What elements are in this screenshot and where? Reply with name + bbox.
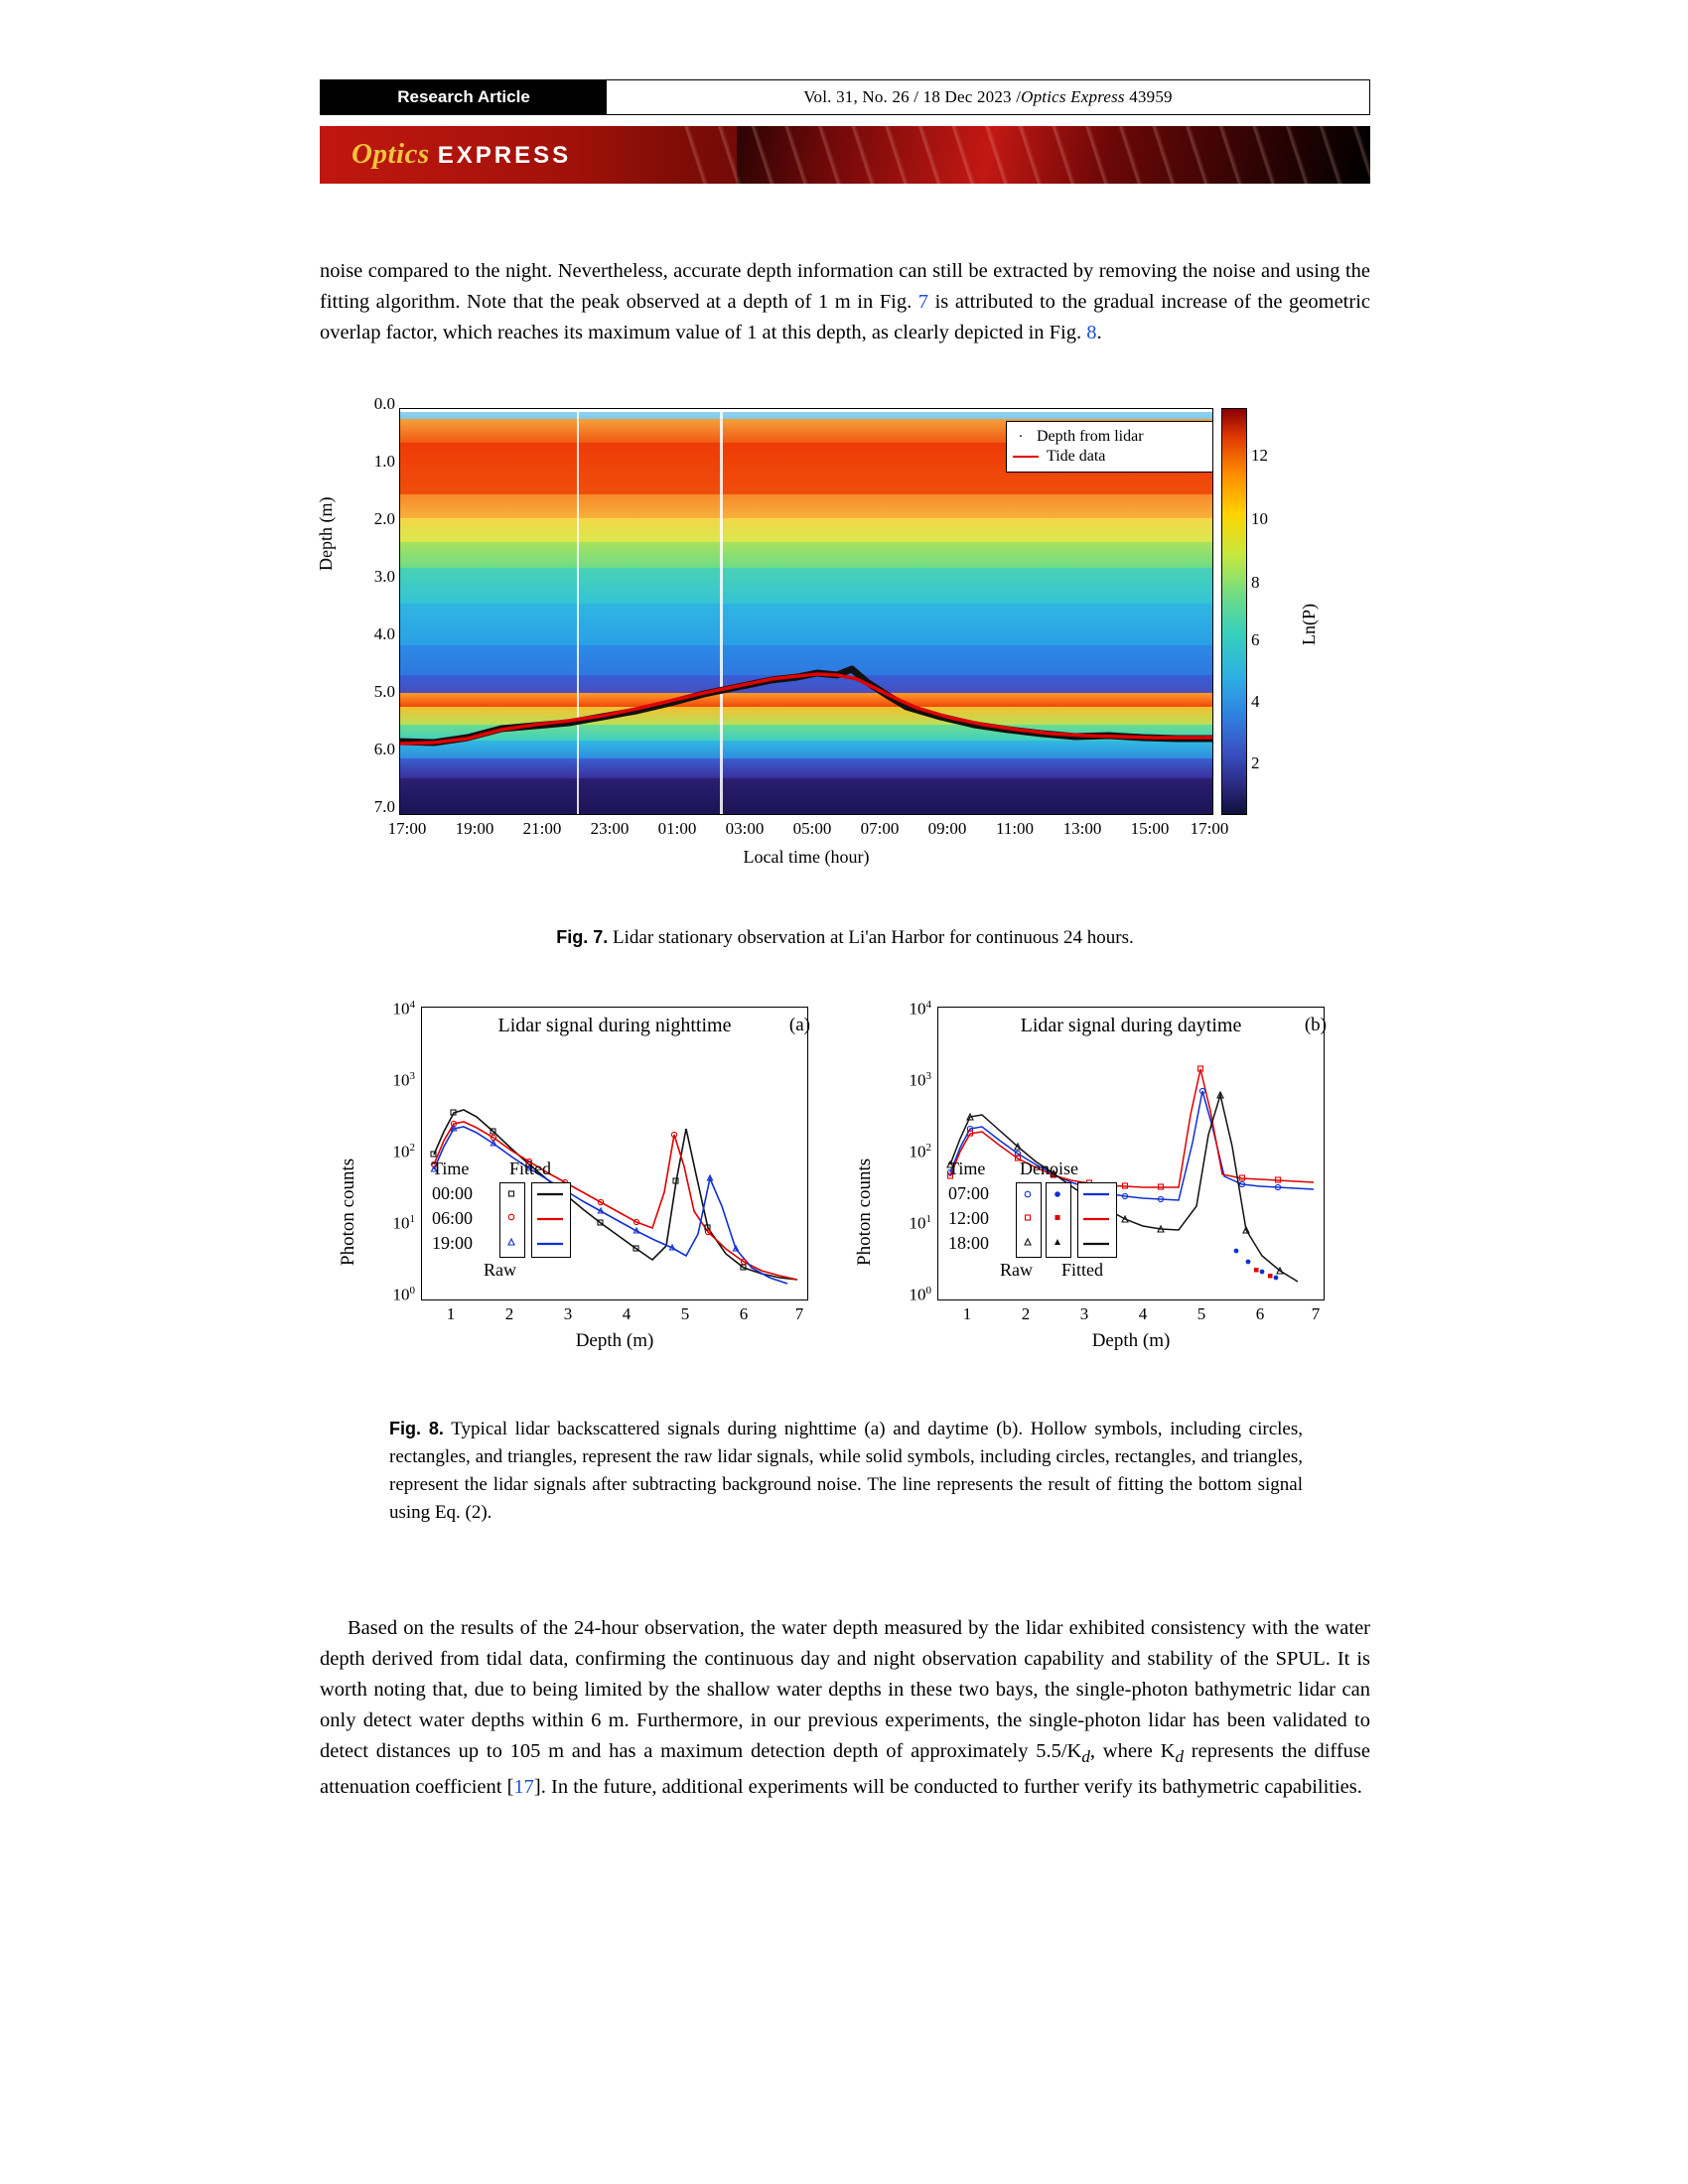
fig8b-legend-time-1: 12:00: [948, 1208, 990, 1228]
figure-7-caption: [320, 923, 1370, 952]
fig8a-x-axis-label: Depth (m): [575, 1330, 654, 1351]
fig8b-ytick-2: $10^2$: [909, 1142, 931, 1161]
fig7-legend-label-1: Tide data: [1047, 448, 1106, 465]
fig8b-xtick-2: 3: [1079, 1304, 1089, 1323]
figure-ref-7[interactable]: 7: [917, 291, 929, 313]
fig8a-legend-time-1: 06:00: [432, 1208, 474, 1228]
fig7-ytick-4: 4.0: [373, 624, 395, 643]
para2-text-4: ]. In the future, additional experiments will be conducted to further verify its bathymetric capabilities.: [533, 1776, 1362, 1799]
fig8b-legend-title-time: Time: [948, 1159, 986, 1178]
fig8b-legend-time-2: 18:00: [948, 1233, 990, 1253]
fig8b-legend-denoise-symbols: [1046, 1182, 1069, 1256]
fig7-ytick-6: 6.0: [373, 740, 395, 758]
fig8b-x-axis-label: Depth (m): [1091, 1330, 1171, 1351]
citation-journal: Optics Express: [1021, 87, 1125, 106]
fig7-xtick-8: 09:00: [927, 819, 967, 838]
fig8b-y-ticks: [876, 999, 933, 1304]
fig8a-legend-fit-lines: [531, 1182, 571, 1256]
page-header: [320, 79, 1370, 115]
fig7-xtick-1: 19:00: [455, 819, 494, 838]
figure-8-caption: [389, 1415, 1303, 1527]
fig7-colorbar-label: Ln(P): [1299, 604, 1319, 645]
masthead-swoosh-lines: [675, 126, 1370, 184]
fig8b-xtick-4: 5: [1196, 1304, 1206, 1323]
fig7-xtick-10: 13:00: [1062, 819, 1102, 838]
journal-logo-secondary: EXPRESS: [437, 142, 572, 169]
fig7-ytick-5: 5.0: [373, 682, 395, 701]
fig7-ytick-1: 1.0: [373, 452, 395, 471]
fig8b-xtick-6: 7: [1311, 1304, 1321, 1323]
citation-volume: Vol. 31, No. 26 / 18 Dec 2023 /: [803, 87, 1022, 106]
para2-sub-1: d: [1081, 1747, 1090, 1767]
fig8-caption-text: Typical lidar backscattered signals during nighttime (a) and daytime (b). Hollow symbols, including circles, rectangles, and triangles, represent the raw lidar signals, while solid symbols, including circles, rectangles, and triangles, represent the lidar signals after subtracting background noise. The line represents the result of fitting the bottom signal using Eq. (2).: [389, 1419, 1303, 1523]
fig8a-xtick-3: 4: [622, 1304, 632, 1323]
body-paragraph-1: [320, 256, 1370, 348]
body-paragraph-2: [320, 1613, 1370, 1803]
fig7-xtick-12: 17:00: [1190, 819, 1229, 838]
fig8a-xtick-2: 3: [563, 1304, 573, 1323]
fig8b-legend-raw-symbols: [1016, 1182, 1040, 1256]
para1-text-3: .: [1096, 322, 1102, 343]
fig8b-legend-fitted-title: Fitted: [1061, 1260, 1104, 1280]
figure-8-panel-b: [854, 999, 1340, 1390]
figure-8-panel-a: [338, 999, 824, 1390]
fig8b-y-axis-label: Photon counts: [854, 1158, 875, 1266]
fig8a-panel-tag: (a): [788, 1015, 810, 1035]
fig7-cbtick-1: 10: [1251, 509, 1268, 528]
fig8a-xtick-4: 5: [680, 1304, 690, 1323]
fig8a-legend-time-2: 19:00: [432, 1233, 474, 1253]
fig7-ytick-2: 2.0: [373, 509, 395, 528]
fig8b-legend-denoise-title: Denoise: [1020, 1159, 1078, 1178]
fig7-xtick-0: 17:00: [387, 819, 427, 838]
fig7-x-ticks: [387, 819, 1229, 843]
figure-8: [338, 999, 1360, 1390]
fig7-legend-item-0: [1013, 427, 1207, 447]
fig8a-y-ticks: [359, 999, 417, 1304]
fig7-xtick-2: 21:00: [522, 819, 562, 838]
fig7-ytick-3: 3.0: [373, 567, 395, 586]
fig8a-plot-area: [421, 1007, 808, 1300]
fig7-cbtick-4: 4: [1251, 692, 1260, 711]
fig7-xtick-11: 15:00: [1130, 819, 1170, 838]
fig8a-ytick-2: $10^2$: [392, 1142, 415, 1161]
fig7-heatmap: [399, 408, 1213, 815]
fig8b-ytick-1: $10^1$: [909, 1213, 931, 1233]
fig8a-x-ticks: [421, 1304, 808, 1326]
fig8b-plot-area: [937, 1007, 1325, 1300]
fig7-y-axis-label: Depth (m): [316, 496, 336, 571]
fig8b-xtick-3: 4: [1138, 1304, 1148, 1323]
journal-logo: [352, 138, 571, 171]
fig8b-panel-tag: (b): [1304, 1015, 1327, 1035]
fig7-cbtick-2: 8: [1251, 573, 1260, 592]
fig7-cbtick-3: 6: [1251, 630, 1260, 649]
fig7-x-axis-label: Local time (hour): [743, 847, 870, 867]
fig8a-y-axis-label: Photon counts: [338, 1158, 358, 1266]
fig8b-title: Lidar signal during daytime: [1020, 1015, 1242, 1036]
fig7-legend: [1006, 421, 1213, 473]
fig8a-legend-title-time: Time: [432, 1159, 470, 1178]
fig7-cbtick-5: 2: [1251, 753, 1260, 772]
fig7-caption-label: Fig. 7.: [556, 927, 609, 947]
fig8a-ytick-3: $10^3$: [392, 1070, 415, 1090]
citation-ref-17[interactable]: 17: [513, 1776, 534, 1799]
para2-sub-2: d: [1175, 1747, 1184, 1767]
fig7-legend-item-1: [1013, 447, 1207, 467]
journal-citation: [607, 80, 1369, 114]
fig8b-xtick-5: 6: [1255, 1304, 1265, 1323]
fig8a-title: Lidar signal during nighttime: [497, 1015, 732, 1036]
fig8b-xtick-0: 1: [962, 1304, 972, 1323]
fig8a-ytick-1: $10^1$: [392, 1213, 415, 1233]
fig8a-ytick-0: $10^0$: [392, 1285, 415, 1304]
fig7-xtick-5: 03:00: [725, 819, 765, 838]
fig7-caption-text: Lidar stationary observation at Li'an Harbor for continuous 24 hours.: [608, 927, 1134, 948]
fig7-y-ticks: [344, 394, 395, 824]
fig8a-legend: [432, 1157, 473, 1256]
fig8b-legend-time-0: 07:00: [948, 1183, 990, 1203]
para1-text-1: noise compared to the night. Nevertheless, accurate depth information can still be extracted by removing the noise and using the fitting algorithm. Note that the peak observed at a depth of 1 m in Fig.: [320, 260, 1370, 313]
citation-page: 43959: [1129, 87, 1173, 106]
fig8a-xtick-1: 2: [504, 1304, 514, 1323]
figure-ref-8[interactable]: 8: [1086, 322, 1097, 343]
figure-7: [316, 394, 1370, 879]
fig8a-xtick-0: 1: [446, 1304, 456, 1323]
fig8a-legend-raw-title: Raw: [484, 1260, 516, 1280]
fig8b-x-ticks: [937, 1304, 1325, 1326]
fig8a-traces: [422, 1008, 808, 1300]
fig7-xtick-3: 23:00: [590, 819, 630, 838]
fig8a-ytick-4: $10^4$: [392, 999, 415, 1019]
fig8a-xtick-5: 6: [739, 1304, 749, 1323]
para2-text-1: Based on the results of the 24-hour observation, the water depth measured by the lidar exhibited consistency with the water depth derived from tidal data, confirming the continuous day and night observation capability and stability of the SPUL. It is worth noting that, due to being limited by the shallow water depths in these two bays, the single-photon bathymetric lidar can only detect water depths within 6 m. Furthermore, in our previous experiments, the single-photon lidar has been validated to detect distances up to 105 m and has a maximum detection depth of approximately 5.5/K: [320, 1617, 1370, 1762]
journal-masthead: [320, 126, 1370, 184]
fig8b-legend: [948, 1157, 989, 1256]
fig8b-ytick-3: $10^3$: [909, 1070, 931, 1090]
fig7-xtick-7: 07:00: [860, 819, 900, 838]
fig7-xtick-4: 01:00: [657, 819, 697, 838]
fig8b-legend-raw-title: Raw: [1000, 1260, 1033, 1280]
fig8a-legend-fitted-title: Fitted: [509, 1159, 552, 1178]
fig8a-legend-time-0: 00:00: [432, 1183, 474, 1203]
legend-dot-icon: ·: [1018, 429, 1024, 445]
fig8b-legend-fit-lines: [1077, 1182, 1117, 1256]
journal-logo-primary: Optics: [352, 138, 430, 170]
fig7-colorbar-ticks: [1251, 402, 1291, 824]
para2-text-3: represents the diffuse attenuation coefficient [: [320, 1740, 1370, 1799]
fig7-xtick-6: 05:00: [792, 819, 832, 838]
para1-text-2: is attributed to the gradual increase of the geometric overlap factor, which reaches its maximum value of 1 at this depth, as clearly depicted in Fig.: [320, 291, 1370, 343]
fig7-cbtick-0: 12: [1251, 446, 1268, 465]
fig8b-ytick-0: $10^0$: [909, 1285, 931, 1304]
fig8a-xtick-6: 7: [794, 1304, 804, 1323]
fig7-legend-label-0: Depth from lidar: [1037, 428, 1144, 445]
fig8b-traces: [938, 1008, 1325, 1300]
fig7-ytick-7: 7.0: [373, 797, 395, 816]
para2-text-2: , where K: [1089, 1740, 1176, 1762]
fig7-colorbar: [1221, 408, 1247, 815]
fig7-ytick-0: 0.0: [373, 394, 395, 413]
fig8-caption-label: Fig. 8.: [389, 1419, 444, 1438]
article-type-badge: Research Article: [321, 80, 607, 114]
legend-line-icon: [1013, 456, 1039, 458]
fig8b-xtick-1: 2: [1021, 1304, 1031, 1323]
fig8b-ytick-4: $10^4$: [909, 999, 931, 1019]
fig7-xtick-9: 11:00: [995, 819, 1035, 838]
